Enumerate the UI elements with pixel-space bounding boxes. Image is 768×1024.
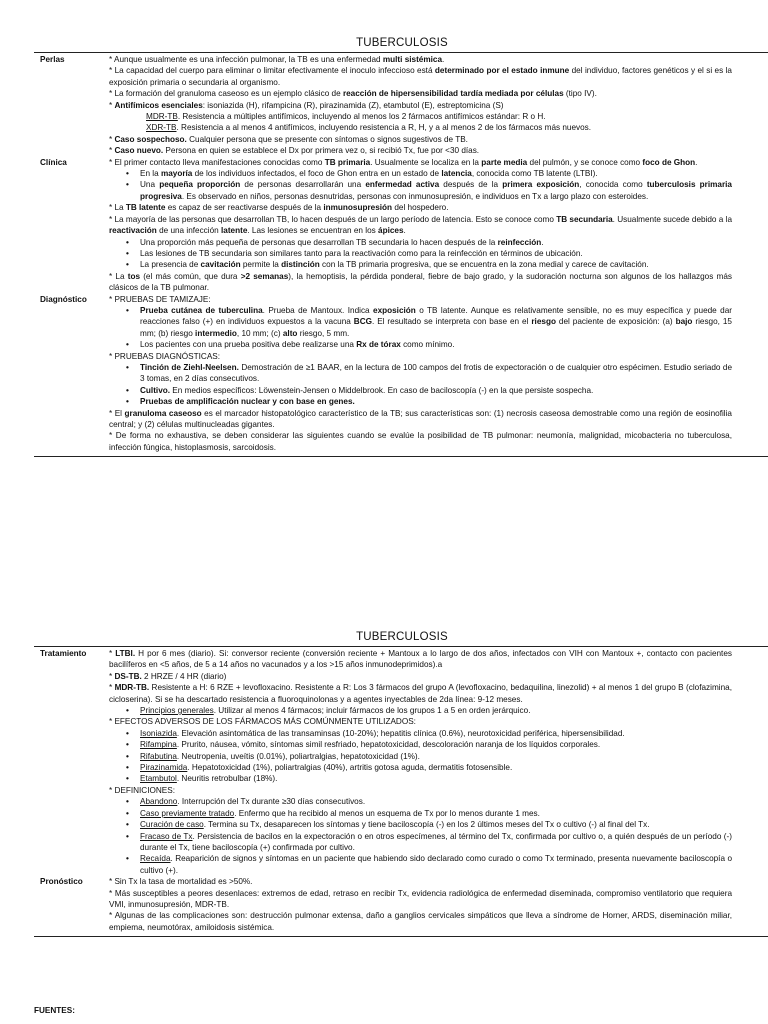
list (109, 168, 732, 202)
list (109, 705, 732, 716)
list-item: • Pruebas de amplificación nuclear y con base en genes. (140, 396, 732, 407)
text-line: * La formación del granuloma caseoso es un ejemplo clásico de reacción de hipersensibilidad tardía mediada por células (tipo IV). (109, 89, 597, 99)
row-pronostico (34, 876, 768, 933)
row-label: Clínica (40, 157, 67, 167)
section-2-table (34, 646, 768, 937)
list (109, 728, 732, 785)
row-content (109, 876, 732, 933)
text-line: * PRUEBAS DE TAMIZAJE: (109, 294, 211, 304)
list-item: • Principios generales. Utilizar al menos 4 fármacos; incluir fármacos de los grupos 1 a 5 en orden jerárquico. (140, 705, 732, 716)
row-content (109, 157, 732, 294)
list (109, 237, 732, 271)
list (109, 796, 732, 876)
text-line: * El primer contacto lleva manifestaciones conocidas como TB primaria. Usualmente se localiza en la parte media del pulmón, y se conoce como foco de Ghon. (109, 157, 698, 167)
row-content (109, 54, 732, 157)
text-line: * Caso sospechoso. Cualquier persona que se presente con síntomas o signos sugestivos de TB. (109, 134, 468, 144)
list-item: • Prueba cutánea de tuberculina. Prueba de Mantoux. Indica exposición o TB latente. Aunque es relativamente sensible, no es muy específica y puede dar reacciones falso (+) en individuos expuestos a la vacuna BCG. El resultado se interpreta con base en el riesgo del paciente de exposición: (a) bajo riesgo, 15 mm; (b) riesgo intermedio, 10 mm; (c) alto riesgo, 5 mm. (140, 305, 732, 339)
text-line: * PRUEBAS DIAGNÓSTICAS: (109, 351, 221, 361)
list-item: • Caso previamente tratado. Enfermo que ha recibido al menos un esquema de Tx por lo menos durante 1 mes. (140, 808, 732, 819)
list-item: • Rifabutina. Neutropenia, uveítis (0.01%), poliartralgias, hepatotoxicidad (1%). (140, 751, 732, 762)
section-1 (34, 36, 768, 457)
text-line: * La tos (el más común, que dura >2 semanas), la hemoptisis, la pérdida ponderal, fiebre de bajo grado, y la sudoración nocturna son algunos de los hallazgos más clásicos de la TB pulmonar. (109, 271, 732, 293)
text-line: * De forma no exhaustiva, se deben considerar las siguientes cuando se evalúe la posibilidad de TB pulmonar: neumonía, malignidad, micobacteria no tuberculosa, infección fúngica, histoplasmosis, sarcoidosis. (109, 431, 732, 452)
list-item: • Una pequeña proporción de personas desarrollarán una enfermedad activa después de la primera exposición, conocida como tuberculosis primaria progresiva. Es observado en niños, personas desnutridas, personas con inmunosupresión, e individuos en Tx a largo plazo con esteroides. (140, 179, 732, 202)
list (109, 111, 732, 134)
list (109, 305, 732, 351)
text-line: * LTBI. H por 6 mes (diario). Si: conversor reciente (conversión reciente + Mantoux a lo largo de dos años, infectados con VIH con Mantoux +, contacto con pacientes bacilíferos en <5 años, de 5 a 14 años no vacunados y a los >15 años inmunodeprimidos).a (109, 649, 732, 670)
list-item: • Etambutol. Neuritis retrobulbar (18%). (140, 773, 732, 784)
list-item: • Una proporción más pequeña de personas que desarrollan TB secundaria lo hacen después de la reinfección. (140, 237, 732, 248)
text-line: * EFECTOS ADVERSOS DE LOS FÁRMACOS MÁS COMÚNMENTE UTILIZADOS: (109, 717, 416, 727)
text-line: * DEFINICIONES: (109, 785, 175, 795)
list-item: • Isoniazida. Elevación asintomática de las transaminsas (10-20%); hepatitis clínica (0.6%), neurotoxicidad periférica, hipersensibilidad. (140, 728, 732, 739)
list (109, 362, 732, 408)
list-item: • Fracaso de Tx. Persistencia de bacilos en la expectoración o en otros especímenes, al término del Tx, confirmada por cultivo o, a quién después de un período (-) durante el Tx, tiene baciloscopía (+) confirmada por cultivo. (140, 831, 732, 854)
row-tratamiento (34, 648, 768, 876)
row-perlas (34, 54, 768, 157)
text-line: * MDR-TB. Resistente a H: 6 RZE + levofloxacino. Resistente a R: Los 3 fármacos del grupo A (levofloxacino, bedaquilina, linezolid) + al menos 1 del grupo B (clofazimina, cicloserina). Si se ha descartado resistencia a fluoroquinolonas y a agentes inyectables de 2da línea: 9-12 meses. (109, 683, 732, 704)
text-line: * Algunas de las complicaciones son: destrucción pulmonar extensa, daño a ganglios cervicales simpáticos que lleva a síndrome de Horner, ARDS, diseminación miliar, empiema, neumotórax, amiloidosis sistémica. (109, 911, 732, 932)
row-label: Pronóstico (40, 877, 83, 887)
list-item: • Las lesiones de TB secundaria son similares tanto para la reactivación como para la reinfección en términos de ubicación. (140, 248, 732, 259)
text-line: * Sin Tx la tasa de mortalidad es >50%. (109, 877, 253, 887)
list-item: MDR-TB. Resistencia a múltiples antifímicos, incluyendo al menos los 2 fármacos antifímicos estándar: R o H. (146, 112, 546, 122)
text-line: * La TB latente es capaz de ser reactivarse después de la inmunosupresión del hospedero. (109, 203, 449, 213)
text-line: * La mayoría de las personas que desarrollan TB, lo hacen después de un largo período de latencia. Esto se conoce como TB secundaria. Usualmente sucede debido a la reactivación de una infección latente. Las lesiones se encuentran en los ápices. (109, 214, 732, 236)
text-line: * Antifímicos esenciales: isoniazida (H), rifampicina (R), pirazinamida (Z), etambutol (E), estreptomicina (S) (109, 100, 504, 110)
list-item: • Los pacientes con una prueba positiva debe realizarse una Rx de tórax como mínimo. (140, 339, 732, 350)
list-item: • La presencia de cavitación permite la distinción con la TB primaria progresiva, que se encuentra en la zona medial y carece de cavitación. (140, 259, 732, 270)
row-label: Perlas (40, 55, 65, 64)
list-item: • Pirazinamida. Hepatotoxicidad (1%), poliartralgias (40%), artritis gotosa aguda, dermatitis fotosensible. (140, 762, 732, 773)
text-line: * La capacidad del cuerpo para eliminar o limitar efectivamente el inoculo infeccioso está determinado por el estado inmune del individuo, factores genéticos y el si es la exposición primaria o secundaria al organismo. (109, 66, 732, 87)
text-line: * DS-TB. 2 HRZE / 4 HR (diario) (109, 671, 227, 681)
list-item: • En la mayoría de los individuos infectados, el foco de Ghon entra en un estado de latencia, conocida como TB latente (LTBI). (140, 168, 732, 179)
section-1-table (34, 52, 768, 457)
list-item: XDR-TB. Resistencia a al menos 4 antifímicos, incluyendo resistencia a R, H, y a al menos 2 de los fármacos más nuevos. (146, 123, 592, 133)
row-diagnostico (34, 294, 768, 454)
text-line: * El granuloma caseoso es el marcador histopatológico característico de la TB; sus características son: (1) necrosis caseosa demostrable como una región de eosinofilia central; y (2) células multinucleadas gigantes. (109, 408, 732, 429)
row-clinica (34, 157, 768, 294)
section-title: TUBERCULOSIS (356, 631, 448, 643)
list-item: • Rifampina. Prurito, náusea, vómito, síntomas simil resfriado, hepatotoxicidad, descoloración naranja de los líquidos corporales. (140, 739, 732, 750)
text-line: * Más susceptibles a peores desenlaces: extremos de edad, retraso en recibir Tx, evidencia radiológica de enfermedad diseminada, compromiso ventilatorio que requiera VMI, inmunosupresión, MDR-TB. (109, 888, 732, 909)
row-label: Tratamiento (40, 649, 87, 658)
list-item: • Recaída. Reaparición de signos y síntomas en un paciente que habiendo sido declarado como curado o como Tx terminado, presenta nuevamente baciloscopía o cultivo (+). (140, 853, 732, 876)
list-item: • Cultivo. En medios específicos: Löwenstein-Jensen o Middelbrook. En caso de baciloscopía (-) en la que persiste sospecha. (140, 385, 732, 396)
section-title: TUBERCULOSIS (356, 37, 448, 49)
row-content (109, 648, 732, 876)
list-item: • Abandono. Interrupción del Tx durante ≥30 días consecutivos. (140, 796, 732, 807)
section-2 (34, 630, 768, 937)
sources-heading: FUENTES: (34, 1006, 75, 1015)
text-line: * Caso nuevo. Persona en quien se establece el Dx por primera vez o, si recibió Tx, fue por <30 días. (109, 146, 480, 156)
list-item: • Tinción de Ziehl-Neelsen. Demostración de ≥1 BAAR, en la lectura de 100 campos del frotis de expectoración o de cualquier otro espécimen. Estudio seriado de 3 tomas, en 2 días consecutivos. (140, 362, 732, 385)
list-item: • Curación de caso. Termina su Tx, desaparecen los síntomas y tiene baciloscopía (-) en los 2 últimos meses del Tx o cultivo (-) al final del Tx. (140, 819, 732, 830)
row-label: Diagnóstico (40, 294, 87, 304)
text-line: * Aunque usualmente es una infección pulmonar, la TB es una enfermedad multi sistémica. (109, 55, 445, 64)
row-content (109, 294, 732, 454)
